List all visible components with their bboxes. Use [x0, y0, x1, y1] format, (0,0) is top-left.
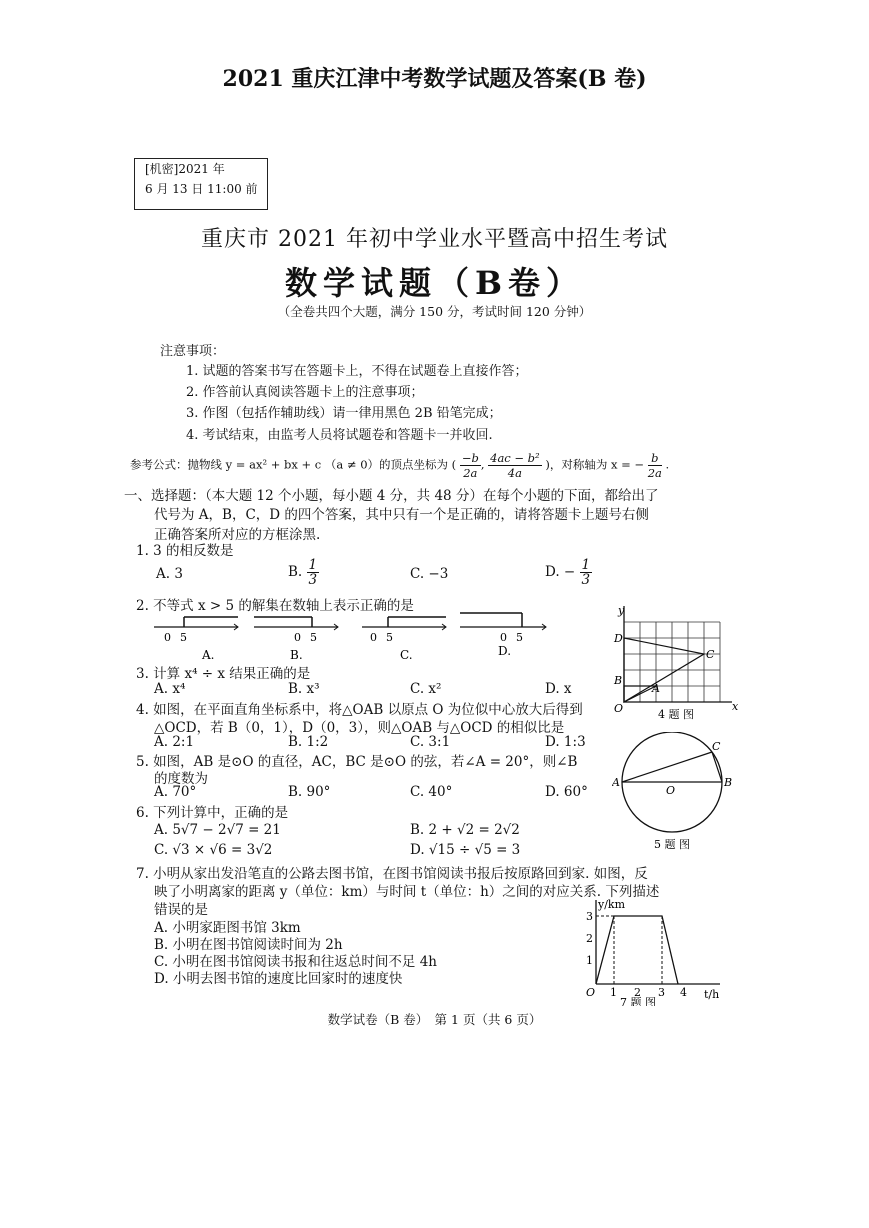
origin-label: O — [586, 986, 596, 999]
y-axis-label: y — [618, 604, 625, 617]
q5-option-a: A. 70° — [154, 784, 197, 800]
number-line-d — [460, 613, 546, 658]
q3-option-a: A. x⁴ — [154, 681, 186, 697]
q6-option-a: A. 5√7 − 2√7 = 21 — [154, 822, 281, 838]
formula-middle: )，对称轴为 x = − — [545, 457, 645, 472]
chord-ac — [622, 752, 712, 782]
fraction-numerator: −b — [461, 451, 479, 465]
y-tick: 3 — [586, 910, 593, 923]
notice-item: 4. 考试结束，由监考人员将试题卷和答题卡一并收回. — [186, 428, 493, 443]
question-6-stem: 6. 下列计算中，正确的是 — [136, 805, 289, 821]
section1-instruction: 一、选择题：（本大题 12 个小题，每小题 4 分，共 48 分）在每个小题的下面，都给出了 — [124, 488, 659, 504]
figure-5 — [612, 732, 742, 852]
fraction-numerator: 4ac − b² — [490, 451, 540, 465]
option-d-label: D. — [498, 644, 512, 658]
question-7-stem: 错误的是 — [154, 902, 208, 918]
q3-option-c: C. x² — [410, 681, 442, 697]
page-footer: 数学试卷（B 卷） 第 1 页（共 6 页） — [327, 1012, 542, 1027]
tick-0: 0 — [370, 631, 377, 644]
q7-option-a: A. 小明家距图书馆 3km — [154, 920, 301, 936]
q1-option-c: C. −3 — [410, 566, 449, 582]
q3-option-d: D. x — [545, 681, 572, 697]
number-line-options — [150, 605, 560, 665]
fraction-denominator: 3 — [581, 572, 591, 588]
tick-5: 5 — [516, 631, 523, 644]
question-4-stem: △OCD，若 B（0，1），D（0，3），则△OAB 与△OCD 的相似比是 — [154, 720, 565, 736]
q5-option-c: C. 40° — [410, 784, 453, 800]
formula-prefix: 参考公式：抛物线 y = ax² + bx + c （a ≠ 0）的顶点坐标为 ( — [130, 457, 457, 472]
y-tick: 1 — [586, 954, 593, 967]
q6-option-d: D. √15 ÷ √5 = 3 — [410, 842, 521, 858]
t-axis-label: t/h — [704, 988, 720, 1001]
q3-option-b: B. x³ — [288, 681, 320, 697]
fraction-denominator: 4a — [507, 466, 522, 480]
option-fraction — [307, 558, 320, 587]
question-5-stem: 的度数为 — [154, 771, 208, 787]
confidential-box — [134, 158, 268, 210]
question-4-stem: 4. 如图，在平面直角坐标系中，将△OAB 以原点 O 为位似中心放大后得到 — [136, 702, 583, 718]
q4-option-d: D. 1:3 — [545, 734, 586, 750]
q7-option-c: C. 小明在图书馆阅读书报和往返总时间不足 4h — [154, 954, 438, 970]
option-letter: D. − — [545, 564, 576, 580]
notice-heading: 注意事项： — [160, 344, 226, 359]
notice-item: 3. 作图（包括作辅助线）请一律用黑色 2B 铅笔完成； — [186, 406, 502, 421]
q4-option-c: C. 3:1 — [410, 734, 451, 750]
q6-option-c: C. √3 × √6 = 3√2 — [154, 842, 273, 858]
origin-label: O — [614, 702, 624, 715]
fraction-denominator: 2a — [647, 466, 662, 480]
point-b-label: B — [614, 674, 623, 687]
option-fraction — [580, 558, 593, 587]
question-5-stem: 5. 如图，AB 是⊙O 的直径，AC，BC 是⊙O 的弦，若∠A = 20°，则∠B — [136, 754, 578, 770]
number-line-c — [362, 617, 446, 662]
q5-option-b: B. 90° — [288, 784, 331, 800]
question-1-stem: 1. 3 的相反数是 — [136, 543, 234, 559]
q4-option-b: B. 1:2 — [288, 734, 329, 750]
chord-bc — [712, 752, 722, 782]
document-title: 2021 重庆江津中考数学试题及答案(B 卷) — [222, 66, 647, 92]
exam-title: 重庆市 2021 年初中学业水平暨高中招生考试 — [201, 227, 668, 252]
question-7-stem: 映了小明离家的距离 y（单位：km）与时间 t（单位：h）之间的对应关系. 下列描述 — [154, 884, 660, 900]
point-c-label: C — [706, 648, 715, 661]
formula-fraction-2 — [488, 451, 542, 480]
number-line-a — [154, 617, 238, 662]
t-tick: 3 — [658, 986, 665, 999]
figure-4-caption: 4 题 图 — [658, 708, 694, 721]
confidential-line-1: [机密]2021 年 — [145, 162, 225, 176]
q1-option-b — [288, 558, 319, 587]
formula-fraction-1 — [460, 451, 481, 480]
point-c-label: C — [712, 740, 721, 753]
formula-fraction-3 — [648, 451, 662, 480]
fraction-denominator: 2a — [463, 466, 478, 480]
option-c-label: C. — [400, 648, 413, 662]
q6-option-b: B. 2 + √2 = 2√2 — [410, 822, 520, 838]
q7-option-b: B. 小明在图书馆阅读时间为 2h — [154, 937, 343, 953]
q1-option-d — [545, 558, 592, 587]
figure-5-caption: 5 题 图 — [654, 838, 690, 851]
center-o-label: O — [666, 784, 676, 797]
point-b-label: B — [724, 776, 733, 789]
point-a-label: A — [652, 682, 660, 695]
option-letter: B. — [288, 564, 303, 580]
notice-item: 2. 作答前认真阅读答题卡上的注意事项； — [186, 385, 424, 400]
figure-7-caption: 7 题 图 — [620, 996, 656, 1006]
subject-title: 数学试题（B卷） — [284, 264, 585, 302]
section1-instruction: 正确答案所对应的方框涂黑. — [154, 527, 321, 543]
figure-4 — [612, 604, 742, 724]
q1-option-a: A. 3 — [156, 566, 183, 582]
figure-7 — [580, 896, 730, 1006]
grid — [624, 622, 720, 702]
fraction-denominator: 3 — [308, 572, 318, 588]
exam-info: （全卷共四个大题，满分 150 分，考试时间 120 分钟） — [277, 304, 592, 319]
q5-option-d: D. 60° — [545, 784, 588, 800]
tick-5: 5 — [386, 631, 393, 644]
t-tick: 1 — [610, 986, 617, 999]
tick-0: 0 — [164, 631, 171, 644]
point-a-label: A — [612, 776, 620, 789]
question-7-stem: 7. 小明从家出发沿笔直的公路去图书馆，在图书馆阅读书报后按原路回到家. 如图，反 — [136, 866, 648, 882]
q7-option-d: D. 小明去图书馆的速度比回家时的速度快 — [154, 971, 403, 987]
point-d-label: D — [614, 632, 623, 645]
q4-option-a: A. 2:1 — [154, 734, 195, 750]
fraction-numerator: b — [648, 451, 662, 466]
section1-instruction: 代号为 A，B，C，D 的四个答案，其中只有一个是正确的，请将答题卡上题号右侧 — [154, 507, 649, 523]
tick-5: 5 — [180, 631, 187, 644]
tick-0: 0 — [294, 631, 301, 644]
question-2-stem: 2. 不等式 x > 5 的解集在数轴上表示正确的是 — [136, 598, 414, 614]
t-tick: 2 — [634, 986, 641, 999]
t-tick: 4 — [680, 986, 687, 999]
tick-0: 0 — [500, 631, 507, 644]
tick-5: 5 — [310, 631, 317, 644]
fraction-numerator: 1 — [581, 557, 591, 573]
formula-suffix: . — [665, 457, 670, 472]
number-line-b — [254, 617, 338, 662]
notice-item: 1. 试题的答案书写在答题卡上，不得在试题卷上直接作答； — [186, 364, 528, 379]
y-axis-label: y/km — [598, 898, 626, 911]
fraction-numerator: 1 — [308, 557, 318, 573]
option-b-label: B. — [290, 648, 303, 662]
question-3-stem: 3. 计算 x⁴ ÷ x 结果正确的是 — [136, 666, 311, 682]
distance-time-line — [596, 916, 678, 984]
x-axis-label: x — [732, 700, 739, 713]
option-a-label: A. — [202, 648, 215, 662]
reference-formula: 参考公式：抛物线 y = ax² + bx + c （a ≠ 0）的顶点坐标为 ( $\frac{-b}{2a}$ , $\frac{\text{4ac − b²}}{4a}$ )，对称轴为 x = − $\frac{b}{2a}$ . — [130, 451, 670, 480]
confidential-line-2: 6 月 13 日 11:00 前 — [145, 182, 258, 196]
y-tick: 2 — [586, 932, 593, 945]
